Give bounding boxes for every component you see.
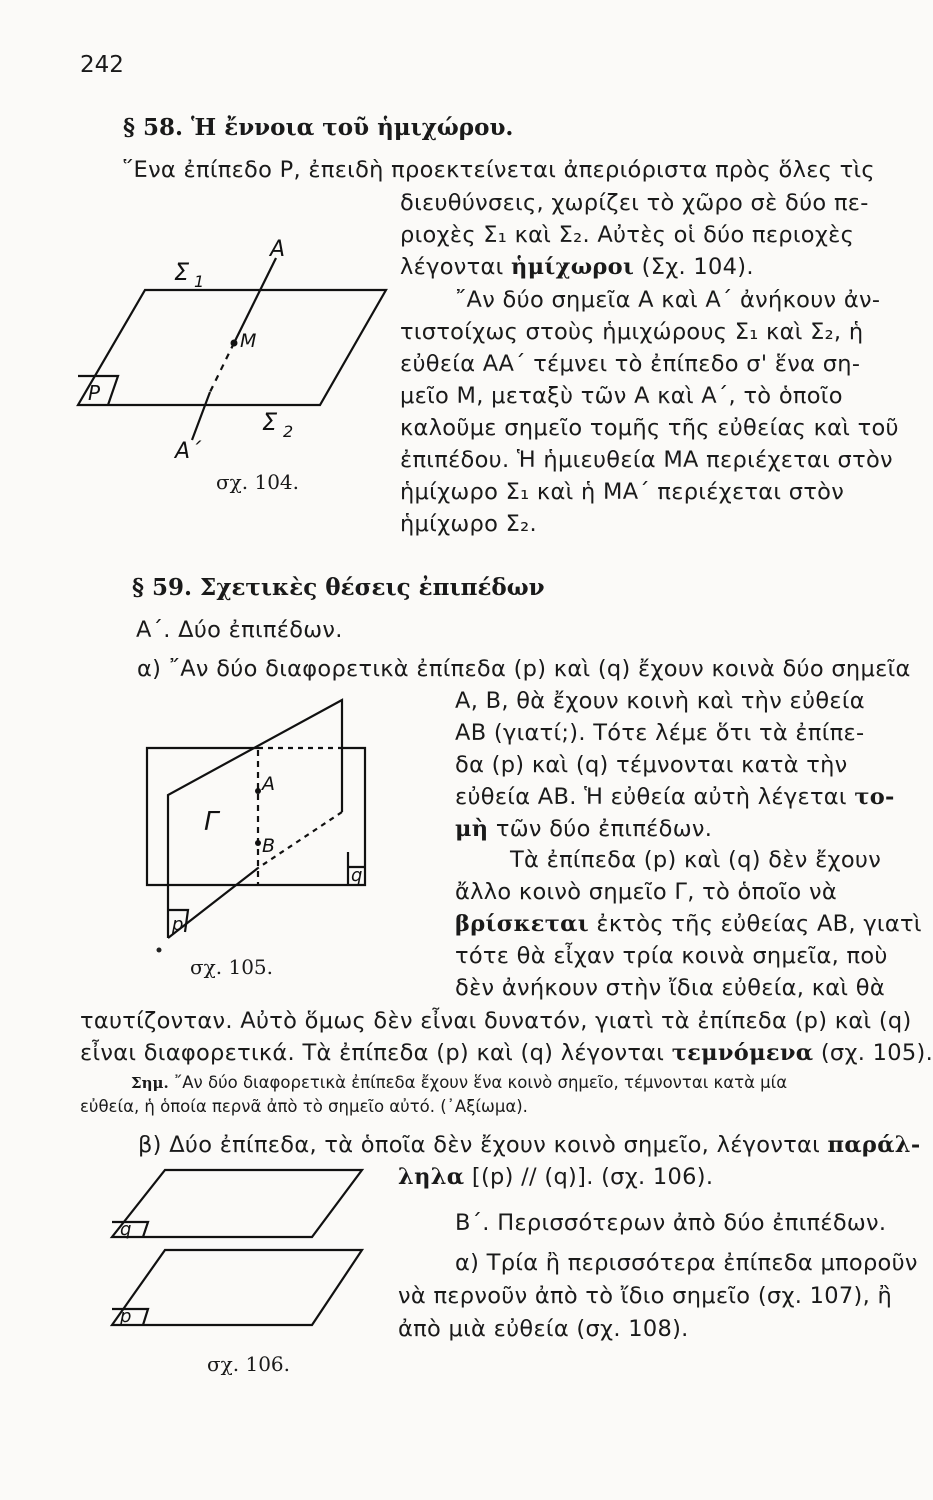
fig106-label-p: p: [120, 1306, 132, 1327]
s59-line-2: Α, Β, θὰ ἔχουν κοινὴ καὶ τὴν εὐθεία: [455, 688, 865, 714]
fig105-label-a: A: [262, 773, 275, 795]
s59-subtitle-a: Α΄. Δύο ἐπιπέδων.: [136, 617, 343, 643]
subtitle-b: Β΄. Περισσότερων ἀπὸ δύο ἐπιπέδων.: [455, 1210, 887, 1236]
s58-line-9: καλοῦμε σημεῖο τομῆς τῆς εὐθείας καὶ τοῦ: [400, 415, 899, 441]
fig105-caption: σχ. 105.: [190, 955, 274, 979]
s58-line-11: ἡμίχωρο Σ₁ καὶ ἡ ΜΑ΄ περιέχεται στὸν: [400, 479, 845, 505]
s59-line-1: α) ῎Αν δύο διαφορετικὰ ἐπίπεδα (p) καὶ (q) ἔχουν κοινὰ δύο σημεῖα: [137, 656, 911, 682]
bold-temnomena: τεμνόμενα: [671, 1040, 814, 1066]
fig105-label-gamma: Γ: [204, 807, 219, 837]
s58-line-4-text: λέγονται: [400, 254, 511, 280]
s59-line-4: δα (p) καὶ (q) τέμνονται κατὰ τὴν: [455, 752, 848, 778]
beta-line-text: β) Δύο ἐπίπεδα, τὰ ὁποῖα δὲν ἔχουν κοινὸ σημεῖο, λέγονται: [138, 1132, 828, 1158]
s59-line-8: ἄλλο κοινὸ σημεῖο Γ, τὸ ὁποῖο νὰ: [455, 879, 837, 905]
fig104-label-sigma1: Σ: [174, 258, 190, 286]
s59-line-9-text: ἐκτὸς τῆς εὐθείας ΑΒ, γιατὶ: [596, 911, 922, 937]
s59-line-11: δὲν ἀνήκουν στὴν ἴδια εὐθεία, καὶ θὰ: [455, 975, 885, 1001]
s59-line-7: Τὰ ἐπίπεδα (p) καὶ (q) δὲν ἔχουν: [510, 847, 882, 873]
fig104-label-sigma2-sub: 2: [283, 422, 294, 441]
fig105-label-p: p: [172, 914, 184, 935]
note-line-1-text: ῎Αν δύο διαφορετικὰ ἐπίπεδα ἔχουν ἕνα κοινὸ σημεῖο, τέμνονται κατὰ μία: [173, 1073, 788, 1092]
s59-line-5-text: εὐθεία ΑΒ. Ἡ εὐθεία αὐτὴ λέγεται: [455, 784, 855, 810]
s59-line-12: ταυτίζονταν. Αὐτὸ ὅμως δὲν εἶναι δυνατόν, γιατὶ τὰ ἐπίπεδα (p) καὶ (q): [80, 1008, 912, 1034]
bold-tomi-2: μὴ: [455, 816, 489, 842]
fig104-label-sigma2: Σ: [262, 408, 278, 436]
alpha2-line-1: α) Τρία ἢ περισσότερα ἐπίπεδα μποροῦν: [455, 1250, 918, 1276]
s58-line-3: ριοχὲς Σ₁ καὶ Σ₂. Αὐτὲς οἱ δύο περιοχὲς: [400, 222, 855, 248]
fig105-label-b: B: [262, 835, 276, 857]
section-58-title: § 58. Ἡ ἔννοια τοῦ ἡμιχώρου.: [123, 114, 514, 141]
s59-line-13-text: εἶναι διαφορετικά. Τὰ ἐπίπεδα (p) καὶ (q) λέγονται: [80, 1040, 672, 1066]
fig106-label-q: q: [120, 1219, 132, 1240]
s58-line-12: ἡμίχωρο Σ₂.: [400, 511, 537, 537]
fig104-caption: σχ. 104.: [216, 470, 300, 494]
fig104-label-p: P: [88, 381, 101, 405]
fig106-plane-p: [112, 1250, 362, 1325]
fig106-caption: σχ. 106.: [207, 1352, 291, 1376]
fig106-plane-q: [112, 1170, 362, 1237]
s58-line-10: ἐπιπέδου. Ἡ ἡμιευθεία ΜΑ περιέχεται στὸν: [400, 447, 893, 473]
s59-line-13-tail: (σχ. 105).: [820, 1040, 933, 1066]
fig104-label-m: M: [240, 330, 257, 352]
bold-tomi-1: το-: [854, 784, 895, 810]
bold-parallila-2: ληλα: [398, 1164, 465, 1190]
note-line-2: εὐθεία, ἡ ὁποία περνᾶ ἀπὸ τὸ σημεῖο αὐτό. (᾿Αξίωμα).: [80, 1097, 528, 1116]
fig105-label-q: q: [351, 865, 363, 886]
s59-line-6-text: τῶν δύο ἐπιπέδων.: [495, 816, 713, 842]
beta-line-2-tail: [(p) // (q)]. (σχ. 106).: [471, 1164, 714, 1190]
s58-line-6: τιστοίχως στοὺς ἡμιχώρους Σ₁ καὶ Σ₂, ἡ: [400, 319, 864, 345]
fig104-label-sigma1-sub: 1: [194, 272, 205, 291]
section-59-title: § 59. Σχετικὲς θέσεις ἐπιπέδων: [132, 574, 545, 601]
fig104-label-a-prime: A΄: [175, 439, 202, 464]
s58-line-2: διευθύνσεις, χωρίζει τὸ χῶρο σὲ δύο πε-: [400, 190, 869, 216]
fig104-label-a: A: [270, 237, 286, 262]
s58-line-5: ῎Αν δύο σημεῖα Α καὶ Α΄ ἀνήκουν ἀν-: [455, 287, 881, 313]
s58-line-1: ῞Ενα ἐπίπεδο Ρ, ἐπειδὴ προεκτείνεται ἀπεριόριστα πρὸς ὅλες τὶς: [122, 157, 875, 183]
s59-line-10: τότε θὰ εἶχαν τρία κοινὰ σημεῖα, ποὺ: [455, 943, 888, 969]
s58-line-4-tail: (Σχ. 104).: [641, 254, 754, 280]
alpha2-line-2: νὰ περνοῦν ἀπὸ τὸ ἴδιο σημεῖο (σχ. 107), ἢ: [398, 1283, 893, 1309]
bold-vrisketai: βρίσκεται: [455, 911, 589, 937]
s59-line-3: ΑΒ (γιατί;). Τότε λέμε ὅτι τὰ ἐπίπε-: [455, 720, 865, 746]
note-label: Σημ.: [131, 1074, 169, 1092]
alpha2-line-3: ἀπὸ μιὰ εὐθεία (σχ. 108).: [398, 1316, 689, 1342]
bold-parallila-1: παράλ-: [827, 1132, 921, 1158]
page-number: 242: [80, 52, 124, 78]
s58-line-7: εὐθεία ΑΑ΄ τέμνει τὸ ἐπίπεδο σ' ἕνα ση-: [400, 351, 861, 377]
s58-line-8: μεῖο Μ, μεταξὺ τῶν Α καὶ Α΄, τὸ ὁποῖο: [400, 383, 843, 409]
bold-term-hemichoroi: ἡμίχωροι: [510, 254, 635, 280]
